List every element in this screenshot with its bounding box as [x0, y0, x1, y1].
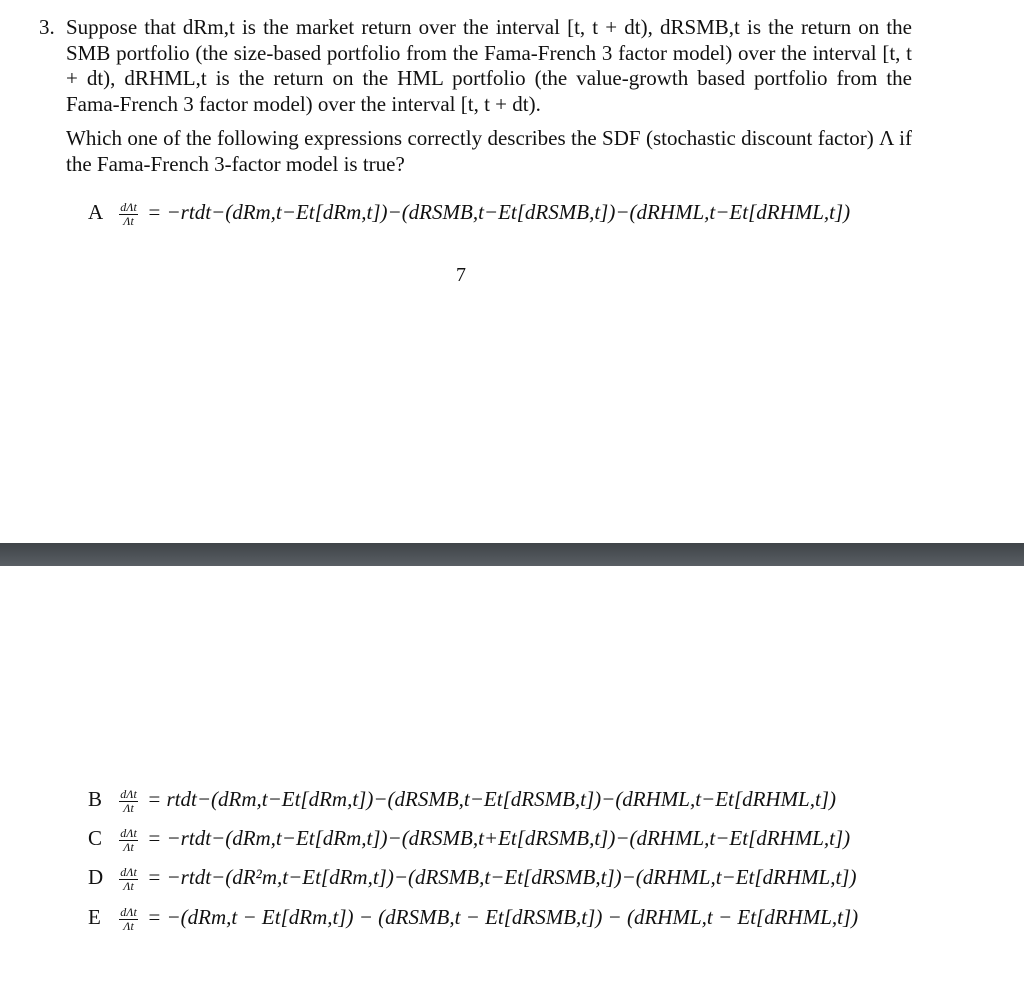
- option-letter: E: [88, 905, 101, 929]
- option-c: [88, 825, 850, 854]
- question-paragraph-1: Suppose that dRm,t is the market return over the interval [t, t + dt), dRSMB,t is the return on the SMB portfolio (the size-based portfolio from the Fama-French 3 factor model) over the interval [t, t + dt), dRHML,t is the return on the HML portfolio (the value-growth based portfolio from the Fama-French 3 factor model) over the interval [t, t + dt).: [66, 15, 912, 116]
- fraction-denominator: Λt: [123, 800, 134, 815]
- option-a: [88, 199, 850, 228]
- fraction-denominator: Λt: [123, 918, 134, 933]
- fraction-denominator: Λt: [123, 839, 134, 854]
- fraction: [119, 827, 138, 854]
- fraction-denominator: Λt: [123, 878, 134, 893]
- option-expression: = −rtdt−(dRm,t−Et[dRm,t])−(dRSMB,t−Et[dRSMB,t])−(dRHML,t−Et[dRHML,t]): [147, 200, 851, 224]
- option-expression: = −(dRm,t − Et[dRm,t]) − (dRSMB,t − Et[dRSMB,t]) − (dRHML,t − Et[dRHML,t]): [147, 905, 859, 929]
- option-letter: D: [88, 865, 104, 889]
- fraction-numerator: dΛt: [120, 904, 137, 919]
- fraction: [119, 906, 138, 933]
- question-number: 3.: [39, 15, 55, 39]
- option-e: [88, 904, 858, 933]
- fraction: [119, 201, 138, 228]
- fraction-denominator: Λt: [123, 213, 134, 228]
- fraction: [119, 866, 138, 893]
- option-d: [88, 864, 856, 893]
- option-letter: A: [88, 200, 104, 224]
- option-expression: = rtdt−(dRm,t−Et[dRm,t])−(dRSMB,t−Et[dRSMB,t])−(dRHML,t−Et[dRHML,t]): [147, 787, 836, 811]
- question-paragraph-2: Which one of the following expressions correctly describes the SDF (stochastic discount factor) Λ if the Fama-French 3-factor model is true?: [66, 126, 912, 176]
- option-expression: = −rtdt−(dRm,t−Et[dRm,t])−(dRSMB,t+Et[dRSMB,t])−(dRHML,t−Et[dRHML,t]): [147, 826, 851, 850]
- option-letter: B: [88, 787, 103, 811]
- option-b: [88, 786, 836, 815]
- fraction-numerator: dΛt: [120, 786, 137, 801]
- fraction-numerator: dΛt: [120, 199, 137, 214]
- page-separator: [0, 543, 1024, 566]
- page-number: 7: [456, 264, 466, 286]
- fraction: [119, 788, 138, 815]
- fraction-numerator: dΛt: [120, 864, 137, 879]
- option-letter: C: [88, 826, 103, 850]
- fraction-numerator: dΛt: [120, 825, 137, 840]
- option-expression: = −rtdt−(dR²m,t−Et[dRm,t])−(dRSMB,t−Et[dRSMB,t])−(dRHML,t−Et[dRHML,t]): [147, 865, 857, 889]
